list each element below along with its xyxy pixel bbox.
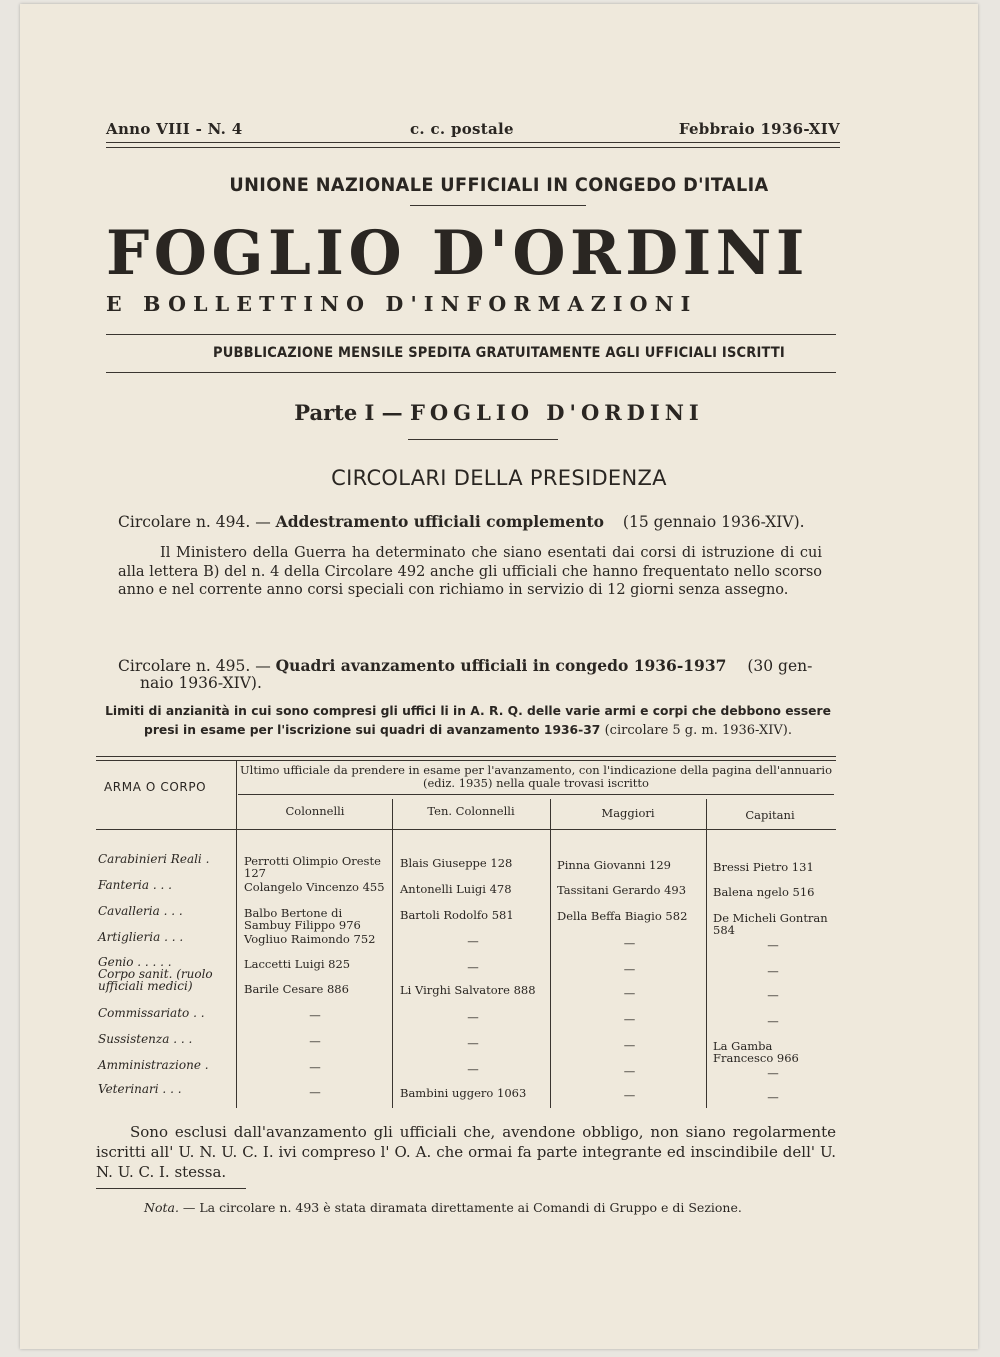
row-cell: — [767, 1066, 779, 1080]
row-cell: Bambini uggero 1063 [400, 1086, 527, 1100]
circolare-495-date: (30 gen- [747, 657, 813, 675]
row-cell: Li Virghi Salvatore 888 [400, 983, 536, 997]
row-cell: — [767, 1090, 779, 1104]
row-cell: — [309, 1085, 321, 1099]
row-cell: — [623, 1038, 636, 1052]
circolare-494-number: Circolare n. 494. — [118, 513, 271, 531]
row-cell: — [467, 934, 479, 948]
table-rule-top1 [96, 756, 836, 757]
newspaper-subtitle: E BOLLETTINO D'INFORMAZIONI [106, 292, 698, 316]
col-ten-colonnelli: Ten. Colonnelli [427, 804, 515, 818]
table-divider-1 [236, 760, 237, 1108]
pub-rule-top [106, 334, 836, 335]
row-corps: Sussistenza . . . [98, 1032, 193, 1046]
row-corps: Corpo sanit. (ruolo ufficiali medici) [98, 967, 213, 993]
row-corps: Artiglieria . . . [98, 930, 184, 944]
row-cell: Colangelo Vincenzo 455 [244, 880, 385, 894]
row-cell: — [767, 938, 779, 952]
row-cell: Laccetti Luigi 825 [244, 957, 351, 971]
row-cell: — [767, 988, 779, 1002]
row-cell: — [623, 1064, 636, 1078]
group-header-rule [238, 794, 834, 795]
part-heading [20, 400, 978, 425]
footnote-rule [96, 1188, 246, 1189]
row-cell: — [623, 986, 636, 1000]
row-cell: Bressi Pietro 131 [713, 860, 814, 874]
row-cell: — [623, 936, 636, 950]
part-label: Parte I — [294, 400, 403, 425]
circolare-494-text: Il Ministero della Guerra ha determinato che siano esentati dai corsi di istruzione di cui alla lettera B) del n. 4 della Circolare 492 anche gli ufficiali che hanno frequentato nello scorso anno e nel corrente anno corsi speciali con richiamo in servizio di 12 giorni senza assegno. [118, 545, 822, 598]
newspaper-title: FOGLIO D'ORDINI [106, 218, 809, 289]
circolare-495-subject: Quadri avanzamento ufficiali in congedo 1936-1937 [275, 656, 727, 675]
row-corps: Amministrazione . [98, 1058, 209, 1072]
col-capitani: Capitani [745, 808, 795, 822]
row-cell: — [309, 1034, 321, 1048]
circolare-495-date-cont: naio 1936-XIV). [140, 674, 262, 692]
row-corps: Veterinari . . . [98, 1082, 182, 1096]
circolare-494-subject: Addestramento ufficiali complemento [275, 512, 604, 531]
circolare-494-heading [118, 512, 805, 531]
row-cell: La Gamba Francesco 966 [713, 1039, 799, 1065]
row-cell: Perrotti Olimpio Oreste 127 [244, 854, 381, 880]
part-underline [408, 439, 558, 440]
footnote [108, 1200, 820, 1216]
section-title: CIRCOLARI DELLA PRESIDENZA [331, 466, 667, 490]
col-maggiori: Maggiori [601, 806, 655, 820]
row-cell: Pinna Giovanni 129 [557, 858, 671, 872]
row-cell: — [467, 1010, 479, 1024]
row-cell: Balena ngelo 516 [713, 885, 815, 899]
row-cell: — [467, 1036, 479, 1050]
row-cell: Della Beffa Biagio 582 [557, 909, 688, 923]
closing-paragraph: Sono esclusi dall'avanzamento gli ufficiali che, avendone obbligo, non siano regolarmente iscritti all' U. N. U. C. I. ivi compreso l' O. A. che ormai fa parte integrante ed inscindibile dell' U. N. U. C. I. stessa. [96, 1123, 836, 1181]
part-name: FOGLIO D'ORDINI [409, 400, 704, 425]
org-underline [410, 205, 586, 206]
circolare-495-number: Circolare n. 495. — [118, 657, 271, 675]
row-cell: — [309, 1060, 321, 1074]
row-corps: Genio . . . . . [98, 955, 172, 969]
row-cell: Barile Cesare 886 [244, 982, 349, 996]
row-cell: — [467, 1062, 479, 1076]
row-cell: — [467, 960, 479, 974]
row-cell: — [767, 964, 779, 978]
row-cell: — [623, 1012, 636, 1026]
row-cell: — [623, 962, 636, 976]
column-header-rule [96, 829, 836, 830]
table-rule-top2 [96, 760, 836, 761]
limiti-paragraph [100, 702, 836, 740]
header-rule-bottom [106, 147, 840, 148]
row-cell: — [309, 1008, 321, 1022]
limiti-text: Limiti di anzianità in cui sono compresi gli uffici li in A. R. Q. delle varie armi e corpi che debbono essere presi in esame per l'iscrizione sui quadri di avanzamento 1936-37 [105, 704, 831, 737]
row-corps: Commissariato . . [98, 1006, 205, 1020]
row-cell: Antonelli Luigi 478 [400, 882, 512, 896]
organization-name: UNIONE NAZIONALE UFFICIALI IN CONGEDO D'ITALIA [229, 174, 769, 196]
publication-note: PUBBLICAZIONE MENSILE SPEDITA GRATUITAMENTE AGLI UFFICIALI ISCRITTI [213, 345, 785, 361]
header-rule-top [106, 142, 840, 143]
postal-note: c. c. postale [410, 120, 514, 138]
row-cell: Tassitani Gerardo 493 [557, 883, 687, 897]
footnote-label: Nota. — [144, 1200, 196, 1215]
row-cell: Vogliuo Raimondo 752 [244, 932, 376, 946]
row-corps: Fanteria . . . [98, 878, 172, 892]
row-corps: Cavalleria . . . [98, 904, 183, 918]
table-divider-3 [550, 799, 551, 1108]
circolare-494-date: (15 gennaio 1936-XIV). [622, 513, 805, 531]
limiti-reference: (circolare 5 g. m. 1936-XIV). [604, 723, 792, 738]
document-page [20, 4, 978, 1349]
row-cell: — [623, 1088, 636, 1102]
footnote-text: La circolare n. 493 è stata diramata direttamente ai Comandi di Gruppo e di Sezione. [199, 1200, 742, 1215]
corps-header: ARMA O CORPO [104, 780, 207, 794]
group-header: Ultimo ufficiale da prendere in esame per l'avanzamento, con l'indicazione della pagina dell'annuario (ediz. 1935) nella quale trovasi iscritto [239, 763, 833, 790]
row-cell: Bartoli Rodolfo 581 [400, 908, 514, 922]
circolare-495-heading [118, 656, 812, 675]
col-colonnelli: Colonnelli [285, 804, 345, 818]
issue-date: Febbraio 1936-XIV [678, 120, 840, 138]
pub-rule-bottom [106, 372, 836, 373]
row-cell: Balbo Bertone di Sambuy Filippo 976 [244, 906, 361, 932]
table-divider-4 [706, 799, 707, 1108]
issue-number: Anno VIII - N. 4 [106, 120, 243, 138]
row-cell: Blais Giuseppe 128 [400, 856, 513, 870]
row-corps: Carabinieri Reali . [98, 852, 210, 866]
table-divider-2 [392, 799, 393, 1108]
row-cell: De Micheli Gontran 584 [713, 911, 828, 937]
row-cell: — [767, 1014, 779, 1028]
